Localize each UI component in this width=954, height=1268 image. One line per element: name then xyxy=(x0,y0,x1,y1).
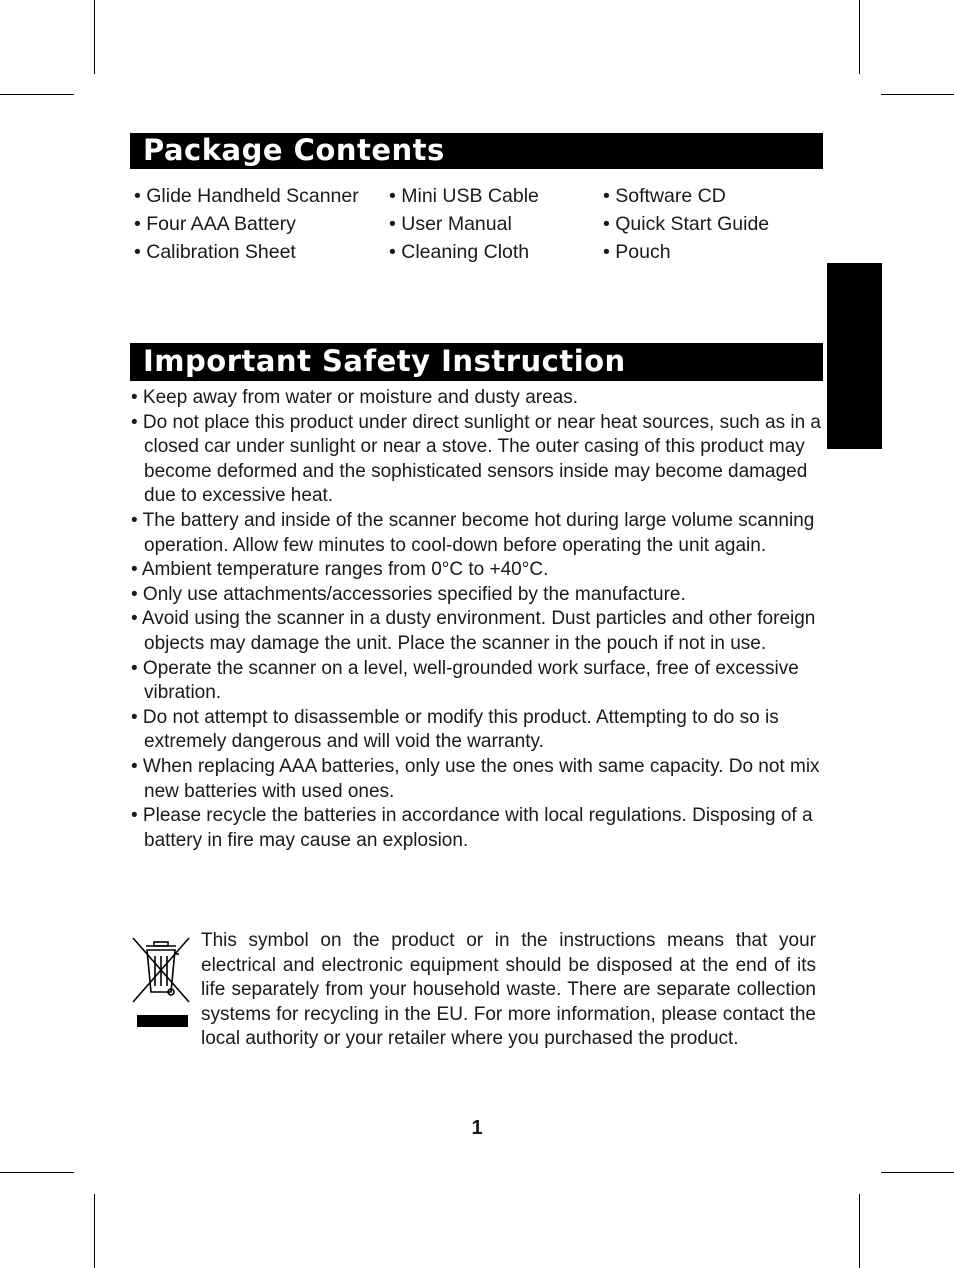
safety-item: • The battery and inside of the scanner become hot during large volume scanning operation. Allow few minutes to cool-down before operating the unit again. xyxy=(131,509,815,556)
weee-notice xyxy=(131,929,816,1052)
package-item: • Four AAA Battery xyxy=(134,213,296,235)
package-item: • User Manual xyxy=(389,213,512,235)
safety-item: • Operate the scanner on a level, well-grounded work surface, free of excessive vibration. xyxy=(131,657,799,704)
crop-mark xyxy=(0,1172,74,1173)
icon-spacer xyxy=(131,929,201,1051)
crop-mark xyxy=(881,94,954,95)
safety-item: • Please recycle the batteries in accordance with local regulations. Disposing of a battery in fire may cause an explosion. xyxy=(131,805,813,851)
crop-mark xyxy=(94,1194,95,1268)
package-item: • Software CD xyxy=(603,185,726,207)
safety-list xyxy=(131,386,831,853)
package-item: • Glide Handheld Scanner xyxy=(134,185,359,207)
package-contents-column xyxy=(134,182,359,266)
safety-item: • Do not attempt to disassemble or modify this product. Attempting to do so is extremely dangerous and will void the warranty. xyxy=(131,706,779,753)
safety-item: • Avoid using the scanner in a dusty environment. Dust particles and other foreign objects may damage the unit. Place the scanner in the pouch if not in use. xyxy=(131,608,816,654)
package-contents-column xyxy=(603,182,769,266)
crop-mark xyxy=(0,94,74,95)
package-item: • Cleaning Cloth xyxy=(389,241,530,263)
package-item: • Quick Start Guide xyxy=(603,213,770,235)
safety-item: • When replacing AAA batteries, only use the ones with same capacity. Do not mix new batteries with used ones. xyxy=(131,755,820,802)
side-tab xyxy=(827,263,882,449)
package-item: • Mini USB Cable xyxy=(389,185,539,207)
safety-item: • Do not place this product under direct sunlight or near heat sources, such as in a closed car under sunlight or near a stove. The outer casing of this product may become deformed and the sophisticated sensors inside may become damaged due to excessive heat. xyxy=(131,411,821,507)
package-contents-column xyxy=(389,182,539,266)
crop-mark xyxy=(94,0,95,74)
weee-notice-text: This symbol on the product or in the instructions means that your electrical and electronic equipment should be disposed at the end of its life separately from your household waste. There are separate collection systems for recycling in the EU. For more information, please contact the local authority or your retailer where you purchased the product. xyxy=(201,930,816,1050)
safety-item: • Only use attachments/accessories specified by the manufacture. xyxy=(131,583,686,605)
crop-mark xyxy=(881,1172,954,1173)
package-contents-heading: Package Contents xyxy=(130,133,823,169)
page-number: 1 xyxy=(471,1117,483,1139)
crop-mark xyxy=(859,0,860,74)
package-item: • Calibration Sheet xyxy=(134,241,296,263)
safety-item: • Ambient temperature ranges from 0°C to +40°C. xyxy=(131,559,549,581)
crop-mark xyxy=(859,1194,860,1268)
safety-heading: Important Safety Instruction xyxy=(130,343,823,381)
package-item: • Pouch xyxy=(603,241,671,263)
safety-item: • Keep away from water or moisture and dusty areas. xyxy=(131,387,579,408)
